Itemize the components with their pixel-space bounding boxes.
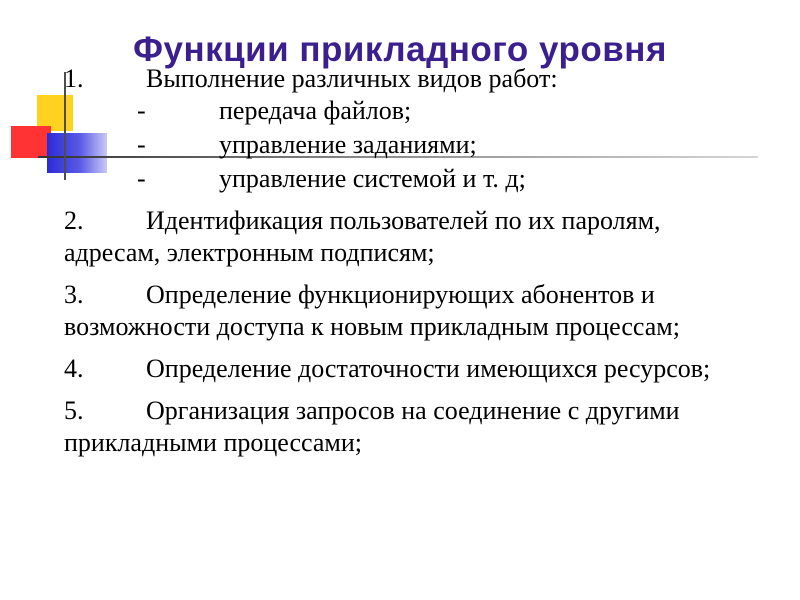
item-text: Идентификация пользователей по их паролям, адресам, электронным подписям; [64, 206, 661, 267]
item-number: 2. [64, 206, 84, 235]
decorative-red-square [11, 126, 51, 158]
sub-item-dash: - [137, 164, 146, 193]
item-number: 1. [64, 64, 84, 93]
list-item [64, 353, 744, 385]
sub-item-text: управление системой и т. д; [219, 164, 526, 193]
item-text: Определение функционирующих абонентов и возможности доступа к новым прикладным процессам; [64, 280, 680, 341]
sub-item-text: управление заданиями; [219, 130, 477, 159]
item-text: Определение достаточности имеющихся ресурсов; [146, 354, 711, 383]
list-item [64, 205, 744, 269]
list-item [64, 279, 744, 343]
sub-list-item [64, 163, 744, 197]
sub-item-dash: - [137, 96, 146, 125]
slide-title: Функции прикладного уровня [133, 30, 667, 69]
sub-list-item [64, 129, 744, 163]
sub-list-item [64, 95, 744, 129]
sub-item-text: передача файлов; [219, 96, 412, 125]
slide-content [64, 63, 744, 469]
list-item [64, 395, 744, 459]
item-number: 3. [64, 280, 84, 309]
item-number: 5. [64, 396, 84, 425]
item-number: 4. [64, 354, 84, 383]
item-text: Выполнение различных видов работ: [146, 64, 558, 93]
sub-item-dash: - [137, 130, 146, 159]
item-text: Организация запросов на соединение с другими прикладными процессами; [64, 396, 680, 457]
